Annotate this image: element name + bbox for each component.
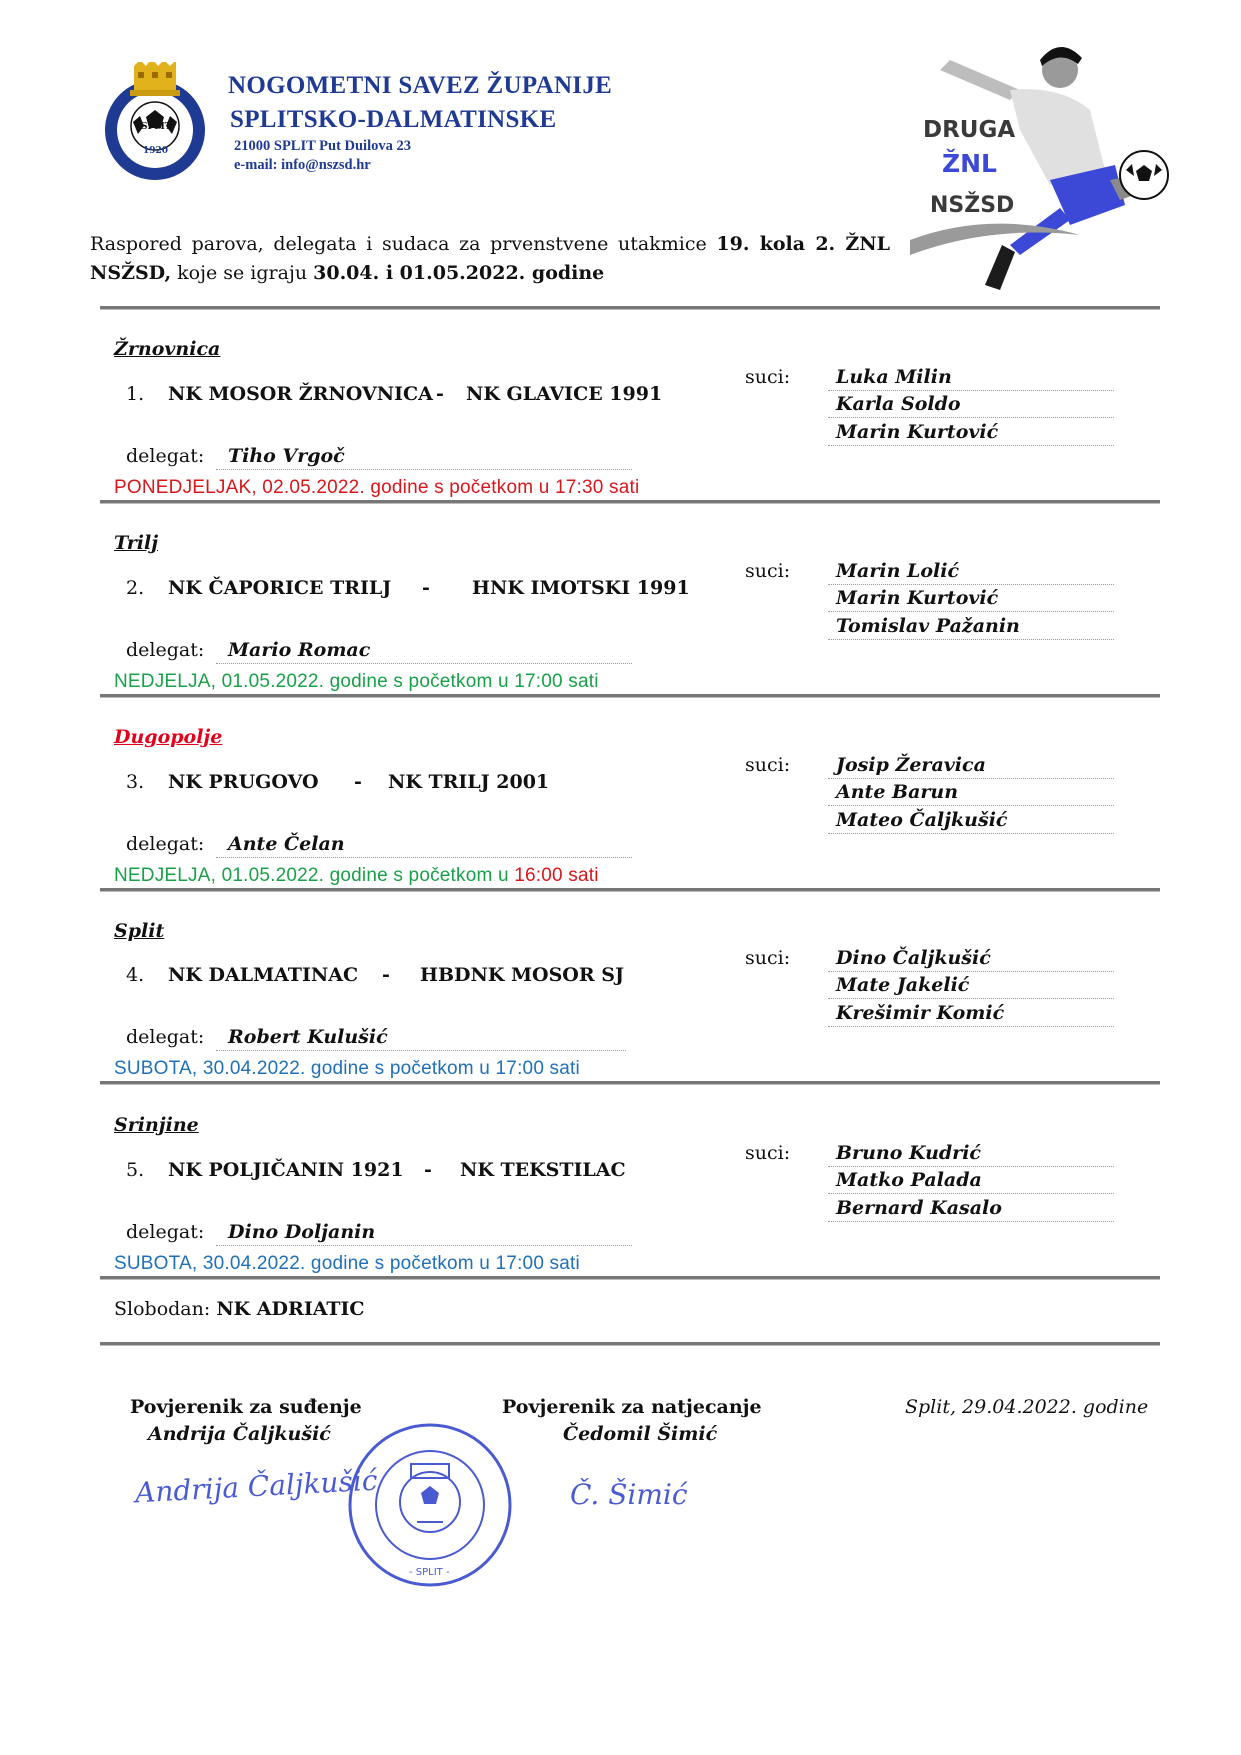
logo-city-text: SPLIT <box>141 122 172 132</box>
logo-year-text: 1920 <box>143 146 169 156</box>
match-number: 1. <box>126 383 145 405</box>
referees-label: suci: <box>745 754 791 776</box>
match-line <box>126 1159 626 1181</box>
referees-label: suci: <box>745 560 791 582</box>
venue-title: Žrnovnica <box>114 338 221 360</box>
delegate-name: Dino Doljanin <box>216 1219 632 1246</box>
referee-commissioner-title: Povjerenik za suđenje <box>130 1396 362 1418</box>
free-team-name: NK ADRIATIC <box>216 1298 365 1320</box>
divider <box>100 888 1160 892</box>
referee-name: Josip Žeravica <box>828 752 1114 779</box>
delegate-label: delegat: <box>126 1026 205 1048</box>
referee-name: Bruno Kudrić <box>828 1140 1114 1167</box>
referee-name: Marin Kurtović <box>828 419 1114 446</box>
match-dash: - <box>422 577 430 599</box>
venue-title: Split <box>114 920 165 942</box>
venue-title: Srinjine <box>114 1114 199 1136</box>
away-team: NK GLAVICE 1991 <box>466 383 663 405</box>
divider <box>100 1276 1160 1280</box>
referees-label: suci: <box>745 1142 791 1164</box>
intro-dates: 30.04. i 01.05.2022. godine <box>313 262 605 284</box>
referee-name: Marin Lolić <box>828 558 1114 585</box>
org-name-line1: NOGOMETNI SAVEZ ŽUPANIJE <box>228 72 613 99</box>
org-address: 21000 SPLIT Put Duilova 23 <box>234 138 411 154</box>
match-line <box>126 577 690 599</box>
match-schedule: SUBOTA, 30.04.2022. godine s početkom u 17:00 sati <box>114 1253 580 1274</box>
match-line <box>126 964 624 986</box>
referee-name: Bernard Kasalo <box>828 1195 1114 1222</box>
org-name-line2: SPLITSKO-DALMATINSKE <box>230 106 557 133</box>
league-logo-nszsd: NSŽSD <box>930 193 1015 218</box>
divider <box>100 1081 1160 1085</box>
referee-name: Krešimir Komić <box>828 1000 1114 1027</box>
divider <box>100 694 1160 698</box>
intro-round: 19. kola 2. ŽNL NSŽSD, <box>90 233 890 284</box>
away-team: HNK IMOTSKI 1991 <box>472 577 690 599</box>
match-number: 3. <box>126 771 145 793</box>
divider <box>100 306 1160 310</box>
home-team: NK MOSOR ŽRNOVNICA <box>168 383 433 405</box>
free-team-label: Slobodan: <box>114 1298 217 1320</box>
stamp-city: - SPLIT - <box>409 1567 450 1578</box>
referee-name: Luka Milin <box>828 364 1114 391</box>
competition-commissioner-name: Čedomil Šimić <box>563 1423 718 1445</box>
league-logo-znl: ŽNL <box>942 149 997 178</box>
referees-label: suci: <box>745 366 791 388</box>
match-number: 5. <box>126 1159 145 1181</box>
referee-name: Tomislav Pažanin <box>828 613 1114 640</box>
referee-commissioner-name: Andrija Čaljkušić <box>148 1423 331 1445</box>
referee-name: Matko Palada <box>828 1167 1114 1194</box>
delegate-name: Ante Čelan <box>216 831 632 858</box>
match-dash: - <box>354 771 362 793</box>
match-number: 4. <box>126 964 145 986</box>
official-stamp <box>345 1420 515 1590</box>
match-schedule-time: 16:00 sati <box>514 865 599 886</box>
home-team: NK PRUGOVO <box>168 771 319 793</box>
delegate-label: delegat: <box>126 1221 205 1243</box>
match-schedule: NEDJELJA, 01.05.2022. godine s početkom u 17:00 sati <box>114 671 599 692</box>
away-team: NK TRILJ 2001 <box>388 771 550 793</box>
referee-commissioner-signature: Andrija Čaljkušić <box>134 1463 379 1510</box>
divider <box>100 500 1160 504</box>
match-schedule <box>114 865 599 887</box>
delegate-label: delegat: <box>126 833 205 855</box>
delegate-name: Robert Kulušić <box>216 1024 626 1051</box>
competition-commissioner-title: Povjerenik za natjecanje <box>502 1396 762 1418</box>
home-team: NK ČAPORICE TRILJ <box>168 577 392 599</box>
match-schedule: PONEDJELJAK, 02.05.2022. godine s početkom u 17:30 sati <box>114 477 640 498</box>
league-logo-druga: DRUGA <box>923 117 1016 143</box>
org-email: e-mail: info@nszsd.hr <box>234 157 371 173</box>
referee-name: Mate Jakelić <box>828 972 1114 999</box>
intro-part2: koje se igraju <box>171 262 314 284</box>
venue-title: Dugopolje <box>114 726 223 748</box>
home-team: NK DALMATINAC <box>168 964 359 986</box>
delegate-name: Mario Romac <box>216 637 632 664</box>
home-team: NK POLJIČANIN 1921 <box>168 1159 404 1181</box>
away-team: NK TEKSTILAC <box>460 1159 626 1181</box>
divider <box>100 1342 1160 1346</box>
intro-part1: Raspored parova, delegata i sudaca za prvenstvene utakmice <box>90 233 717 255</box>
match-dash: - <box>436 383 444 405</box>
intro-paragraph <box>90 230 890 288</box>
free-team-line <box>114 1298 365 1320</box>
referee-name: Dino Čaljkušić <box>828 945 1114 972</box>
referee-name: Karla Soldo <box>828 391 1114 418</box>
delegate-label: delegat: <box>126 639 205 661</box>
match-number: 2. <box>126 577 145 599</box>
referees-label: suci: <box>745 947 791 969</box>
match-line <box>126 771 549 793</box>
referee-name: Marin Kurtović <box>828 585 1114 612</box>
delegate-label: delegat: <box>126 445 205 467</box>
venue-title: Trilj <box>114 532 159 554</box>
match-dash: - <box>382 964 390 986</box>
away-team: HBDNK MOSOR SJ <box>420 964 624 986</box>
match-line <box>126 383 662 405</box>
referee-name: Mateo Čaljkušić <box>828 807 1114 834</box>
match-schedule: SUBOTA, 30.04.2022. godine s početkom u 17:00 sati <box>114 1058 580 1079</box>
referee-name: Ante Barun <box>828 779 1114 806</box>
competition-commissioner-signature: Č. Šimić <box>570 1478 688 1511</box>
match-schedule-main: NEDJELJA, 01.05.2022. godine s početkom u <box>114 865 515 886</box>
match-dash: - <box>424 1159 432 1181</box>
document-date: Split, 29.04.2022. godine <box>905 1396 1149 1418</box>
delegate-name: Tiho Vrgoč <box>216 443 632 470</box>
